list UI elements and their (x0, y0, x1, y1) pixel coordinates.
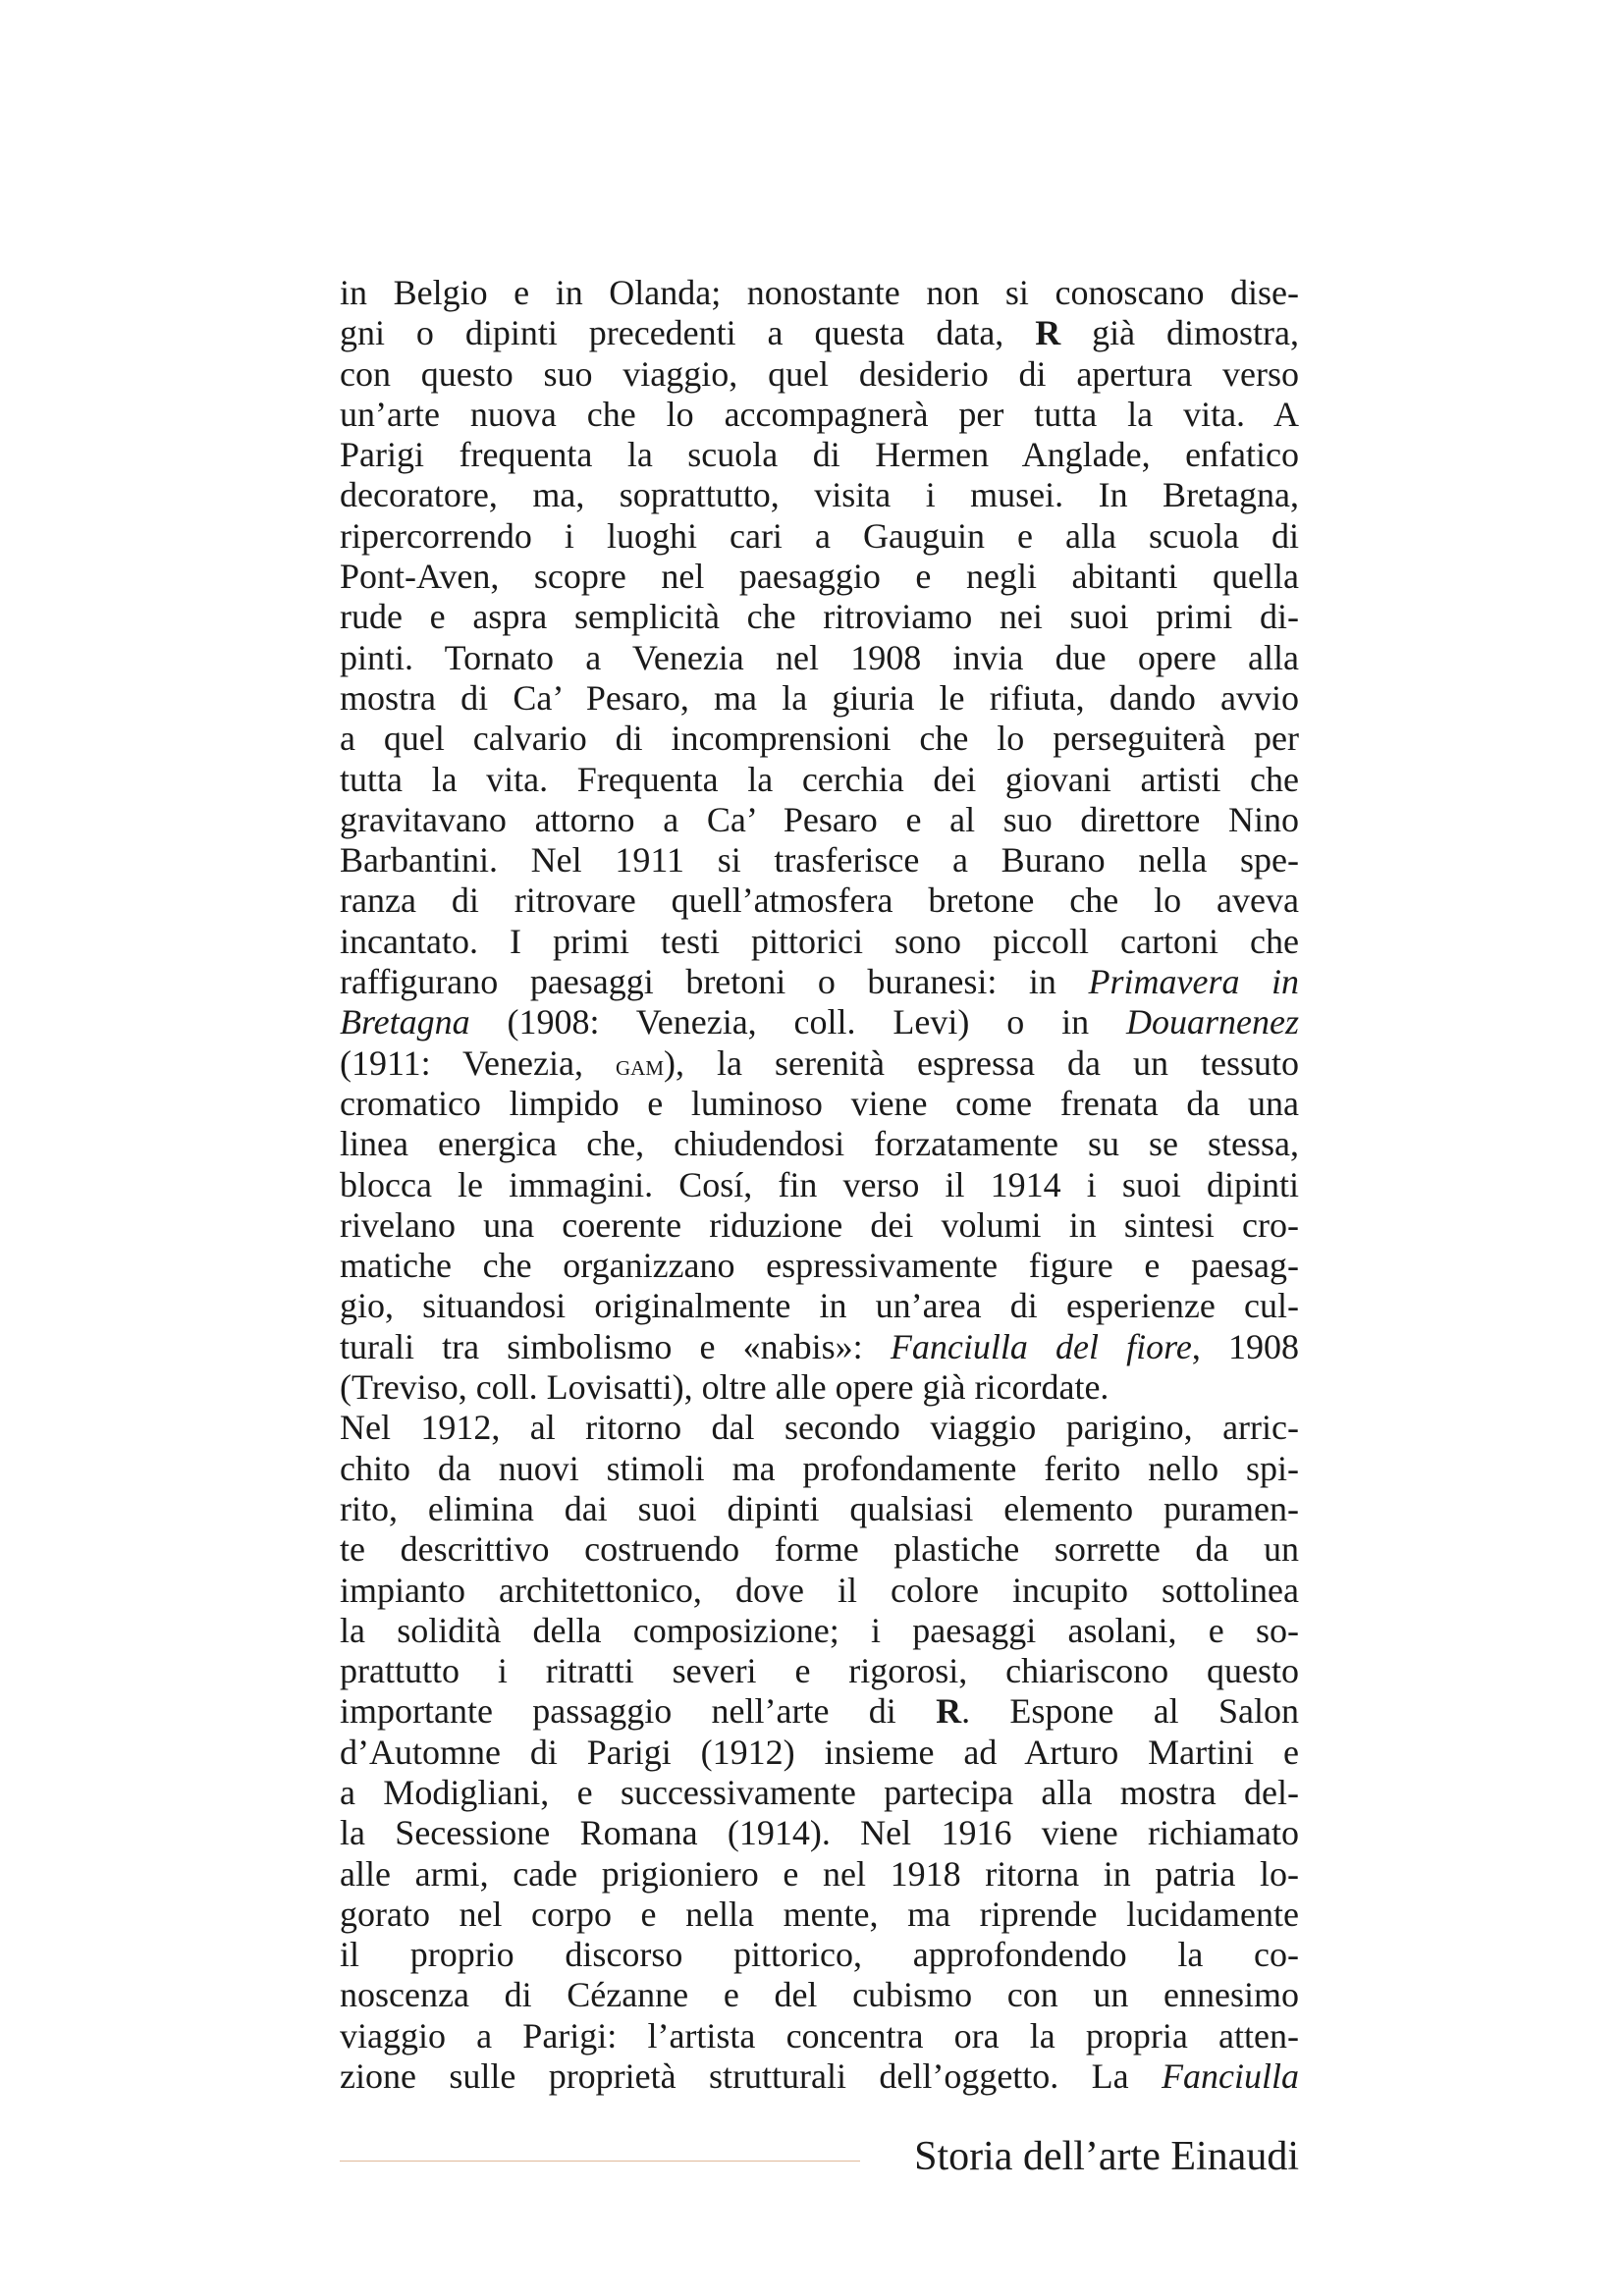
footer-title: Storia dell’arte Einaudi (914, 2134, 1299, 2179)
text-line (340, 1286, 1299, 1326)
text-segment: . Espone al Salon (961, 1691, 1299, 1732)
text-segment: mostra di Ca’ Pesaro, ma la giuria le rifiuta, dando avvio (340, 677, 1299, 718)
text-segment: viaggio a Parigi: l’artista concentra ora la propria atten- (340, 2015, 1299, 2056)
text-segment: rivelano una coerente riduzione dei volumi in sintesi cro- (340, 1204, 1299, 1245)
italic-title: Fanciulla (1162, 2056, 1299, 2097)
text-segment: , 1908 (1191, 1326, 1299, 1366)
text-line (340, 1165, 1299, 1205)
text-line (340, 1733, 1299, 1773)
text-line (340, 1043, 1299, 1084)
text-segment: gni o dipinti precedenti a questa data, (340, 313, 1036, 353)
text-segment: alle armi, cade prigioniero e nel 1918 ritorna in patria lo- (340, 1853, 1299, 1894)
text-line (340, 1529, 1299, 1570)
text-line (340, 313, 1299, 353)
text-segment: la solidità della composizione; i paesaggi asolani, e so- (340, 1610, 1299, 1650)
text-line (340, 638, 1299, 678)
text-segment: a quel calvario di incomprensioni che lo perseguiterà per (340, 719, 1299, 759)
text-segment: matiche che organizzano espressivamente figure e paesag- (340, 1246, 1299, 1286)
text-segment: ripercorrendo i luoghi cari a Gauguin e alla scuola di (340, 515, 1299, 556)
text-line (340, 1002, 1299, 1042)
text-line (340, 1691, 1299, 1732)
text-segment: noscenza di Cézanne e del cubismo con un ennesimo (340, 1975, 1299, 2015)
text-line (340, 1489, 1299, 1529)
text-segment: gio, situandosi originalmente in un’area di esperienze cul- (340, 1286, 1299, 1326)
text-segment: tutta la vita. Frequenta la cerchia dei giovani artisti che (340, 759, 1299, 799)
italic-title: Bretagna (340, 1002, 470, 1042)
text-line (340, 1124, 1299, 1164)
text-segment: te descrittivo costruendo forme plastiche sorrette da un (340, 1529, 1299, 1570)
text-segment: (1908: Venezia, coll. Levi) o in (469, 1002, 1127, 1042)
text-line (340, 557, 1299, 597)
text-line (340, 881, 1299, 921)
text-segment: già dimostra, (1060, 313, 1299, 353)
text-segment: pinti. Tornato a Venezia nel 1908 invia due opere alla (340, 637, 1299, 677)
text-segment: prattutto i ritratti severi e rigorosi, chiariscono questo (340, 1651, 1299, 1691)
text-line (340, 1935, 1299, 1975)
footer-rule (340, 2161, 860, 2162)
text-line (340, 597, 1299, 637)
italic-title: Fanciulla del fiore (890, 1326, 1192, 1366)
text-segment: cromatico limpido e luminoso viene come frenata da una (340, 1083, 1299, 1123)
text-segment: importante passaggio nell’arte di (340, 1691, 937, 1732)
text-segment: blocca le immagini. Cosí, fin verso il 1914 i suoi dipinti (340, 1164, 1299, 1204)
text-line (340, 354, 1299, 395)
text-segment: Nel 1912, al ritorno dal secondo viaggio parigino, arric- (340, 1408, 1299, 1448)
text-segment: rito, elimina dai suoi dipinti qualsiasi elemento puramen- (340, 1488, 1299, 1528)
text-segment: raffigurano paesaggi bretoni o buranesi: in (340, 962, 1089, 1002)
text-segment: in Belgio e in Olanda; nonostante non si conoscano dise- (340, 273, 1299, 312)
text-line (340, 1084, 1299, 1124)
text-line (340, 840, 1299, 881)
text-line (340, 760, 1299, 800)
text-line (340, 475, 1299, 515)
text-segment: impianto architettonico, dove il colore incupito sottolinea (340, 1570, 1299, 1610)
text-line (340, 1651, 1299, 1691)
bold-initial: R (1035, 313, 1061, 353)
text-segment: a Modigliani, e successivamente partecipa alla mostra del- (340, 1772, 1299, 1812)
text-line (340, 1611, 1299, 1651)
text-line (340, 2016, 1299, 2056)
text-segment: turali tra simbolismo e «nabis»: (340, 1326, 891, 1366)
text-segment: con questo suo viaggio, quel desiderio di apertura verso (340, 353, 1299, 394)
text-line (340, 1367, 1299, 1408)
text-segment: incantato. I primi testi pittorici sono piccoll cartoni che (340, 921, 1299, 961)
text-line (340, 1813, 1299, 1853)
text-line (340, 395, 1299, 435)
body-text (340, 273, 1299, 2097)
text-segment: (Treviso, coll. Lovisatti), oltre alle opere già ricordate. (340, 1367, 1109, 1408)
text-line (340, 1854, 1299, 1895)
italic-title: Primavera in (1088, 962, 1300, 1002)
text-segment: Barbantini. Nel 1911 si trasferisce a Burano nella spe- (340, 840, 1299, 881)
text-segment: Pont-Aven, scopre nel paesaggio e negli abitanti quella (340, 557, 1299, 597)
text-segment: ), la serenità espressa da un tessuto (664, 1042, 1299, 1083)
text-line (340, 1408, 1299, 1448)
text-line (340, 1571, 1299, 1611)
text-segment: rude e aspra semplicità che ritroviamo nei suoi primi di- (340, 597, 1299, 637)
text-line (340, 962, 1299, 1002)
text-segment: gorato nel corpo e nella mente, ma riprende lucidamente (340, 1894, 1299, 1934)
text-segment: d’Automne di Parigi (1912) insieme ad Arturo Martini e (340, 1732, 1299, 1772)
text-line (340, 1327, 1299, 1367)
text-line (340, 1246, 1299, 1286)
text-segment: un’arte nuova che lo accompagnerà per tutta la vita. A (340, 394, 1299, 434)
text-line (340, 2056, 1299, 2097)
text-line (340, 719, 1299, 759)
text-segment: decoratore, ma, soprattutto, visita i musei. In Bretagna, (340, 475, 1299, 515)
text-segment: linea energica che, chiudendosi forzatamente su se stessa, (340, 1124, 1299, 1164)
text-segment: (1911: Venezia, (340, 1042, 616, 1083)
text-line (340, 922, 1299, 962)
text-segment: la Secessione Romana (1914). Nel 1916 viene richiamato (340, 1813, 1299, 1853)
text-line (340, 1975, 1299, 2015)
text-line (340, 1773, 1299, 1813)
bold-initial: R (936, 1691, 962, 1732)
text-line (340, 1205, 1299, 1246)
italic-title: Douarnenez (1126, 1002, 1299, 1042)
text-segment: il proprio discorso pittorico, approfondendo la co- (340, 1935, 1299, 1975)
text-segment: gravitavano attorno a Ca’ Pesaro e al suo direttore Nino (340, 799, 1299, 839)
text-segment: ranza di ritrovare quell’atmosfera bretone che lo aveva (340, 881, 1299, 921)
text-line (340, 516, 1299, 557)
small-caps-abbrev: gam (615, 1047, 664, 1082)
text-segment: chito da nuovi stimoli ma profondamente ferito nello spi- (340, 1448, 1299, 1488)
text-line (340, 800, 1299, 840)
text-line (340, 1895, 1299, 1935)
text-line (340, 678, 1299, 719)
text-line (340, 435, 1299, 475)
text-segment: Parigi frequenta la scuola di Hermen Anglade, enfatico (340, 435, 1299, 475)
text-line (340, 273, 1299, 313)
text-line (340, 1449, 1299, 1489)
text-segment: zione sulle proprietà strutturali dell’oggetto. La (340, 2056, 1163, 2097)
